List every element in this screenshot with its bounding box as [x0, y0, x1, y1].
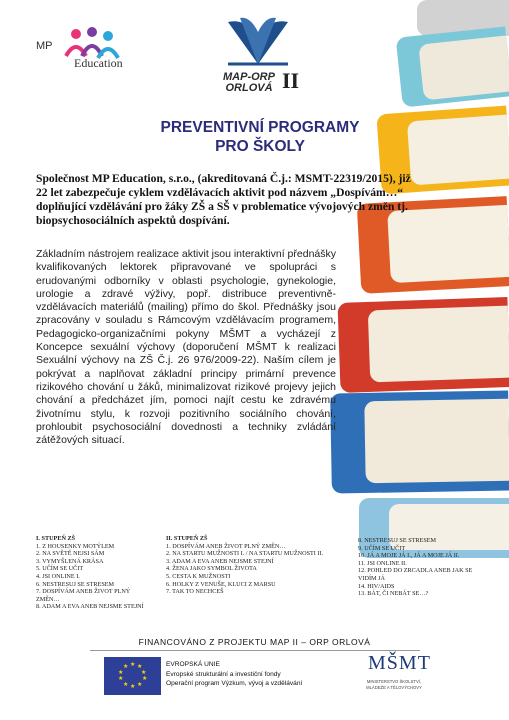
mp-education-text: Education [74, 56, 123, 70]
list-item: 13. BÁT, ČI NEBÁT SE…? [358, 590, 429, 598]
map-orp-line2: ORLOVÁ [225, 82, 273, 94]
list-item: 8. NESTRESUJ SE STRESEM [358, 537, 437, 544]
svg-text:★: ★ [141, 669, 147, 676]
eu-line2: Evropské strukturální a investiční fondy [166, 670, 281, 678]
list-item: ZMĚN… [36, 595, 60, 603]
list-item: 2. NA SVĚTĚ NEJSI SÁM [36, 550, 105, 558]
book-fan-icon [218, 14, 298, 70]
svg-text:★: ★ [118, 675, 124, 682]
list-item: 5. UČÍM SE UČIT [36, 565, 84, 573]
msmt-sub2: MLÁDEŽE A TĚLOVÝCHOVY [366, 684, 422, 690]
list-item: 2. NA STARTU MUŽNOSTI I. / NA STARTU MUŽNOSTI II. [166, 550, 324, 558]
list-first-grade [36, 535, 144, 611]
title-line2: PRO ŠKOLY [215, 138, 305, 155]
list-heading: I. STUPEŇ ZŠ [36, 535, 76, 542]
list-item: 14. HIV/AIDS [358, 582, 395, 590]
eu-funding-text [166, 660, 302, 689]
svg-text:★: ★ [123, 663, 129, 670]
map-orp-line1: MAP-ORP [223, 71, 275, 83]
svg-text:★: ★ [142, 675, 148, 682]
list-item: VIDÍM JÁ [358, 574, 385, 582]
msmt-sub1: MINISTERSTVO ŠKOLSTVÍ, [366, 679, 422, 684]
list-item: 7. DOSPÍVÁM ANEB ŽIVOT PLNÝ [36, 588, 131, 596]
eu-line1: EVROPSKÁ UNIE [166, 661, 220, 668]
funding-heading: FINANCOVÁNO Z PROJEKTU MAP II – ORP ORLOVÁ [138, 637, 371, 647]
list-item: 10. JÁ A MOJE JÁ I., JÁ A MOJE JÁ II. [358, 552, 460, 560]
list-item: 6. HOLKY Z VENUŠE, KLUCI Z MARSU [166, 580, 276, 588]
mp-education-logo [36, 26, 146, 74]
list-item: 7. TAK TO NECHCEŠ [166, 588, 224, 596]
list-heading: II. STUPEŇ ZŠ [166, 535, 208, 542]
list-item: 4. ŽENA JAKO SYMBOL ŽIVOTA [166, 565, 257, 573]
title-line1: PREVENTIVNÍ PROGRAMY [160, 119, 360, 136]
svg-text:★: ★ [118, 669, 124, 676]
list-item: 6. NESTRESUJ SE STRESEM [36, 580, 115, 588]
list-item: 3. VYMYŠLENÁ KRÁSA [36, 557, 104, 565]
list-item: 11. JSI ONLINE II. [358, 559, 407, 567]
svg-text:★: ★ [123, 681, 129, 688]
mp-prefix: MP [36, 40, 53, 52]
list-second-grade [166, 535, 323, 596]
map-orp-numeral: II [282, 68, 300, 93]
svg-text:★: ★ [137, 681, 143, 688]
list-item: 5. CESTA K MUŽNOSTI [166, 572, 231, 580]
svg-text:★: ★ [137, 663, 143, 670]
map-orp-orlova-logo [212, 14, 304, 104]
list-item: 1. Z HOUSENKY MOTÝLEM [36, 542, 115, 550]
page-title [110, 118, 410, 156]
intro-paragraph: Společnost MP Education, s.r.o., (akreditovaná Č.j.: MSMT-22319/2015), již 22 let zabezpečuje cyklem vzdělávacích aktivit pod názvem „Dospívám…“ doplňující vzdělávání pro žáky ZŠ a SŠ v problematice vývojových změn tj. biopsychosociálních aspektů dospívání. [36, 172, 411, 227]
list-item: 9. UČÍM SE UČIT [358, 544, 406, 552]
eu-line3: Operační program Výzkum, vývoj a vzdělávání [166, 680, 303, 687]
body-paragraph: Základním nástrojem realizace aktivit jsou interaktivní přednášky kvalifikovaných lektorek připravované ve spolupráci s erudovanými odborníky v oblasti psychologie, gynekologie, urologie a zdravé výživy, popř. distribuce preventivně-vzdělávacích materiálů (mailing) přímo do škol. Přednášky jsou zpracovány v souladu s Rámcovým vzdělávacím programem, Pedagogicko-organizačními pokyny MŠMT a vycházejí z Koncepce sexuální výchovy (doporučení MŠMT k realizaci Sexuální výchovy na ZŠ Č.j. 26 976/2009-22). Naším cílem je pokrývat a naplňovat základní principy primární prevence rizikového chování u žáků, minimalizovat rizikové projevy jejich chování a předcházet jím, pomoci najít cestu ke zdravému životnímu stylu, k rozvoji pozitivního sociálního chování, prohloubit psychosociální dovednosti a techniky zvládání zátěžových situací. [36, 248, 336, 447]
list-item: 3. ADAM A EVA ANEB NEJSME STEJNÍ [166, 557, 274, 565]
list-item: 4. JSI ONLINE I. [36, 572, 80, 580]
list-item: 12. POHLED DO ZRCADLA ANEB JAK SE [358, 567, 473, 575]
eu-flag-icon [104, 657, 161, 695]
list-item: 1. DOSPÍVÁM ANEB ŽIVOT PLNÝ ZMĚN… [166, 542, 286, 550]
list-item: 8. ADAM A EVA ANEB NEJSME STEJNÍ [36, 603, 144, 611]
books-illustration [339, 0, 509, 560]
list-second-grade-continued [358, 537, 472, 598]
footer-divider [90, 650, 420, 651]
svg-text:★: ★ [130, 683, 136, 690]
msmt-logo-mark: MŠMT [368, 652, 431, 674]
svg-text:★: ★ [130, 661, 136, 668]
msmt-logo [356, 652, 431, 702]
